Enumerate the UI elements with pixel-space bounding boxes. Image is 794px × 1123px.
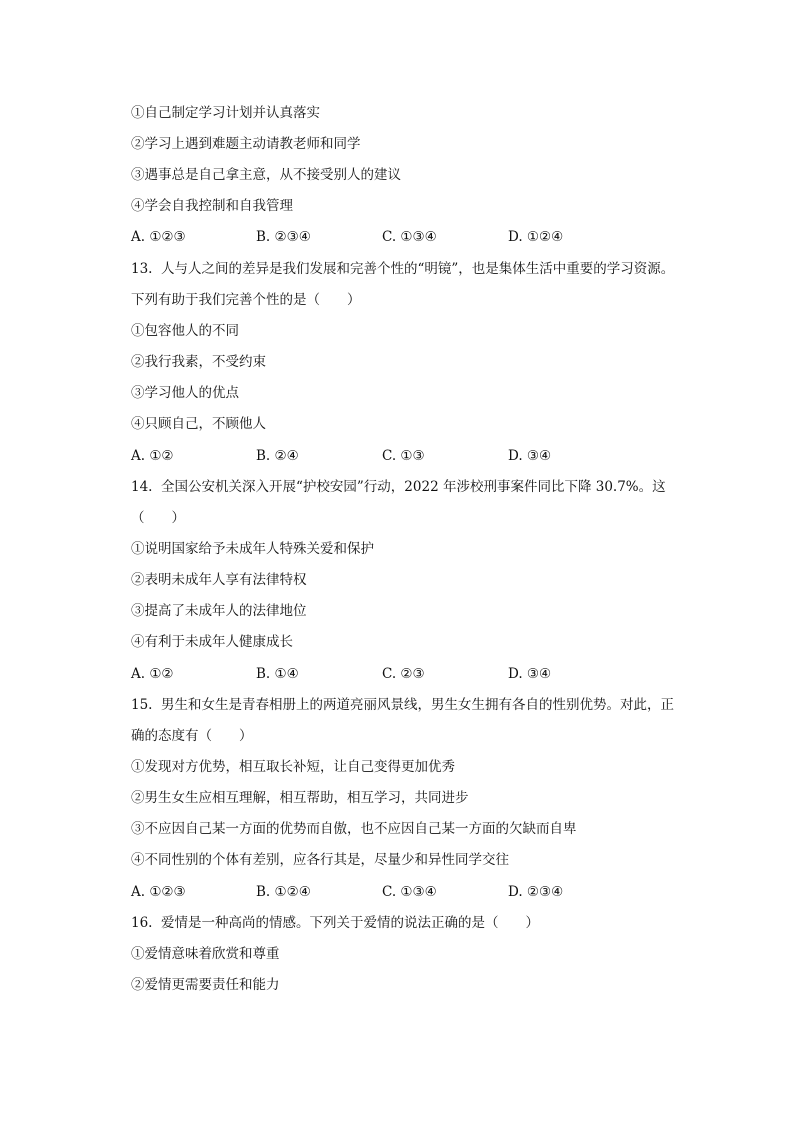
q15-option-a: A. ①②③ bbox=[131, 884, 186, 900]
q15-stem-text: 男生和女生是青春相册上的两道亮丽风景线，男生女生拥有各自的性别优势。对此，正 bbox=[161, 697, 674, 713]
q16-stem-line1 bbox=[131, 914, 539, 932]
q13-number: 13. bbox=[131, 261, 153, 277]
q12-item-2: ②学习上遇到难题主动请教老师和同学 bbox=[131, 136, 361, 152]
q12-option-d: D. ①②④ bbox=[508, 229, 564, 245]
q14-stem-line2: （ ） bbox=[131, 510, 185, 526]
q14-item-1: ①说明国家给予未成年人特殊关爱和保护 bbox=[131, 541, 374, 557]
q15-stem-line2: 确的态度有（ ） bbox=[131, 728, 253, 744]
q14-item-4: ④有利于未成年人健康成长 bbox=[131, 634, 293, 650]
q16-item-2: ②爱情更需要责任和能力 bbox=[131, 977, 280, 993]
q14-item-3: ③提高了未成年人的法律地位 bbox=[131, 603, 307, 619]
q14-option-a: A. ①② bbox=[131, 666, 174, 682]
q12-item-3: ③遇事总是自己拿主意，从不接受别人的建议 bbox=[131, 167, 401, 183]
q12-item-4: ④学会自我控制和自我管理 bbox=[131, 198, 293, 214]
q15-item-4: ④不同性别的个体有差别，应各行其是，尽量少和异性同学交往 bbox=[131, 852, 509, 868]
q12-item-1: ①自己制定学习计划并认真落实 bbox=[131, 105, 320, 121]
q15-option-b: B. ①②④ bbox=[256, 884, 311, 900]
q16-stem-text: 爱情是一种高尚的情感。下列关于爱情的说法正确的是（ ） bbox=[161, 915, 539, 931]
q13-stem-text: 人与人之间的差异是我们发展和完善个性的“明镜”，也是集体生活中重要的学习资源。 bbox=[161, 261, 675, 277]
q14-option-b: B. ①④ bbox=[256, 666, 299, 682]
q15-option-c: C. ①③④ bbox=[382, 884, 437, 900]
q12-option-a: A. ①②③ bbox=[131, 229, 186, 245]
q13-item-4: ④只顾自己，不顾他人 bbox=[131, 416, 266, 432]
q13-item-2: ②我行我素，不受约束 bbox=[131, 354, 266, 370]
q13-option-b: B. ②④ bbox=[256, 448, 299, 464]
q14-number: 14. bbox=[131, 479, 153, 495]
q12-option-c: C. ①③④ bbox=[382, 229, 437, 245]
q15-number: 15. bbox=[131, 697, 153, 713]
q14-option-d: D. ③④ bbox=[508, 666, 552, 682]
q15-stem-line1 bbox=[131, 696, 674, 714]
q13-option-c: C. ①③ bbox=[382, 448, 425, 464]
q15-option-d: D. ②③④ bbox=[508, 884, 564, 900]
q13-item-1: ①包容他人的不同 bbox=[131, 323, 239, 339]
q16-item-1: ①爱情意味着欣赏和尊重 bbox=[131, 946, 280, 962]
q15-item-3: ③不应因自己某一方面的优势而自傲，也不应因自己某一方面的欠缺而自卑 bbox=[131, 821, 577, 837]
q13-item-3: ③学习他人的优点 bbox=[131, 385, 239, 401]
q14-stem-text: 全国公安机关深入开展“护校安园”行动，2022 年涉校刑事案件同比下降 30.7%。这 bbox=[161, 479, 666, 495]
q15-item-1: ①发现对方优势，相互取长补短，让自己变得更加优秀 bbox=[131, 759, 455, 775]
q14-option-c: C. ②③ bbox=[382, 666, 425, 682]
q15-item-2: ②男生女生应相互理解，相互帮助，相互学习，共同进步 bbox=[131, 790, 469, 806]
q12-option-b: B. ②③④ bbox=[256, 229, 311, 245]
q13-option-d: D. ③④ bbox=[508, 448, 552, 464]
q13-stem-line1 bbox=[131, 260, 674, 278]
q13-option-a: A. ①② bbox=[131, 448, 174, 464]
q14-item-2: ②表明未成年人享有法律特权 bbox=[131, 572, 307, 588]
q13-stem-line2: 下列有助于我们完善个性的是（ ） bbox=[131, 292, 361, 308]
q16-number: 16. bbox=[131, 915, 153, 931]
q14-stem-line1 bbox=[131, 478, 666, 496]
